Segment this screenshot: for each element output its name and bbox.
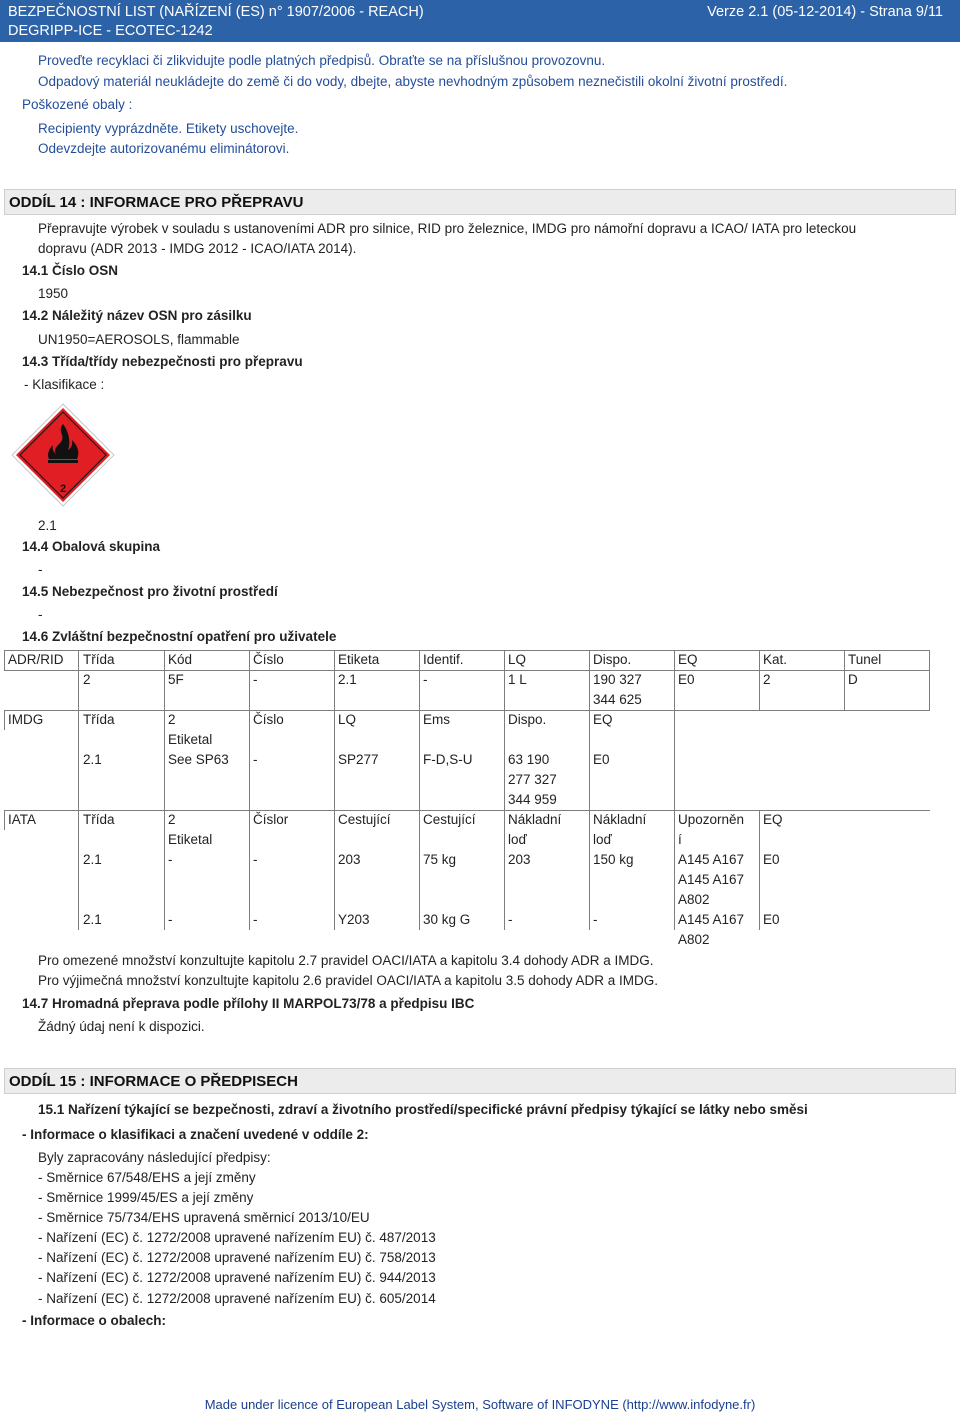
transport-intro-1: Přepravujte výrobek v souladu s ustanoveními ADR pro silnice, RID pro železnice, IMDG pro námořní dopravu a ICAO/ IATA pro leteckou: [38, 221, 857, 236]
table-cell: See SP63: [168, 752, 229, 767]
table-cell: Upozorněn: [678, 812, 745, 827]
transport-intro-2: dopravu (ADR 2013 - IMDG 2012 - ICAO/IATA 2014).: [38, 241, 357, 256]
table-cell: A145 A167: [678, 852, 745, 867]
table-cell: í: [678, 832, 682, 847]
un-number-title: 14.1 Číslo OSN: [22, 263, 119, 278]
table-cell: Cestující: [338, 812, 391, 827]
table-cell: Cestující: [423, 812, 476, 827]
bulk-transport-value: Žádný údaj není k dispozici.: [38, 1019, 205, 1034]
damaged-line-2: Odevzdejte autorizovanému eliminátorovi.: [38, 141, 290, 156]
table-cell: 5F: [168, 672, 184, 687]
table-cell: E0: [763, 852, 780, 867]
regulation-item: - Nařízení (EC) č. 1272/2008 upravené nařízením EU) č. 758/2013: [38, 1250, 436, 1265]
shipping-name-value: UN1950=AEROSOLS, flammable: [38, 332, 240, 347]
table-cell: -: [168, 852, 173, 867]
table-cell: 150 kg: [593, 852, 634, 867]
table-cell: Etiketal: [168, 832, 213, 847]
table-cell: IMDG: [8, 712, 44, 727]
regulation-item: - Směrnice 1999/45/ES a její změny: [38, 1190, 254, 1205]
table-cell: F-D,S-U: [423, 752, 473, 767]
table-cell: 2: [168, 712, 176, 727]
regulation-item: Byly zapracovány následující předpisy:: [38, 1150, 271, 1165]
table-cell: -: [253, 852, 258, 867]
un-number-value: 1950: [38, 286, 69, 301]
table-cell: EQ: [763, 812, 783, 827]
table-cell: Číslor: [253, 812, 289, 827]
table-cell: EQ: [593, 712, 613, 727]
table-cell: -: [593, 912, 598, 927]
document-title: BEZPEČNOSTNÍ LIST (NAŘÍZENÍ (ES) n° 1907/2006 - REACH): [8, 4, 424, 20]
table-cell: Etiketal: [168, 732, 213, 747]
table-cell: Ems: [423, 712, 450, 727]
table-cell: Třída: [83, 652, 115, 667]
table-cell: Třída: [83, 712, 115, 727]
table-cell: -: [253, 752, 258, 767]
table-cell: 2: [83, 672, 91, 687]
damaged-line-1: Recipienty vyprázdněte. Etikety uschovejte.: [38, 121, 299, 136]
table-cell: 2: [168, 812, 176, 827]
table-cell: 344 625: [593, 692, 642, 707]
table-cell: Etiketa: [338, 652, 380, 667]
regulation-item: - Směrnice 67/548/EHS a její změny: [38, 1170, 256, 1185]
environmental-hazard-value: -: [38, 607, 43, 622]
table-cell: EQ: [678, 652, 698, 667]
table-cell: Kat.: [763, 652, 788, 667]
table-cell: 277 327: [508, 772, 557, 787]
table-cell: 2.1: [83, 852, 102, 867]
table-cell: 203: [338, 852, 361, 867]
table-cell: E0: [763, 912, 780, 927]
regulation-title: 15.1 Nařízení týkající se bezpečnosti, zdraví a životního prostředí/specifické právní předpisy týkající se látky nebo směsi: [38, 1102, 808, 1117]
special-precautions-title: 14.6 Zvláštní bezpečnostní opatření pro uživatele: [22, 629, 337, 644]
table-cell: Nákladní: [508, 812, 562, 827]
table-cell: ADR/RID: [8, 652, 64, 667]
table-cell: 63 190: [508, 752, 550, 767]
table-cell: 30 kg G: [423, 912, 471, 927]
table-cell: Číslo: [253, 712, 284, 727]
regulation-item: - Nařízení (EC) č. 1272/2008 upravené nařízením EU) č. 944/2013: [38, 1270, 436, 1285]
table-cell: -: [508, 912, 513, 927]
table-cell: Kód: [168, 652, 193, 667]
table-cell: 203: [508, 852, 531, 867]
table-cell: -: [423, 672, 428, 687]
shipping-name-title: 14.2 Náležitý název OSN pro zásilku: [22, 308, 252, 323]
flame-diamond-icon: [10, 402, 116, 508]
damaged-packaging-title: Poškozené obaly :: [22, 97, 133, 112]
table-cell: 1 L: [508, 672, 527, 687]
table-cell: loď: [593, 832, 612, 847]
table-cell: 75 kg: [423, 852, 457, 867]
table-cell: A802: [678, 932, 710, 947]
table-cell: 2.1: [338, 672, 357, 687]
excepted-quantity-note: Pro výjimečná množství konzultujte kapitolu 2.6 pravidel OACI/IATA a kapitolu 3.5 dohody ADR a IMDG.: [38, 973, 659, 988]
table-cell: LQ: [508, 652, 527, 667]
environmental-hazard-title: 14.5 Nebezpečnost pro životní prostředí: [22, 584, 278, 599]
document-header: [0, 0, 960, 42]
section-14-header: [4, 189, 956, 215]
table-cell: 2.1: [83, 752, 102, 767]
table-cell: D: [848, 672, 858, 687]
product-name: DEGRIPP-ICE - ECOTEC-1242: [8, 23, 213, 39]
section-14-title: ODDÍL 14 : INFORMACE PRO PŘEPRAVU: [9, 194, 304, 211]
table-cell: Číslo: [253, 652, 284, 667]
table-cell: -: [253, 672, 258, 687]
bulk-transport-title: 14.7 Hromadná přeprava podle přílohy II MARPOL73/78 a předpisu IBC: [22, 996, 475, 1011]
intro-line-2: Odpadový materiál neukládejte do země či do vody, dbejte, abyste nevhodným způsobem neznečistili okolní životní prostředí.: [38, 74, 788, 89]
table-cell: 190 327: [593, 672, 642, 687]
hazard-class-value: 2.1: [38, 518, 57, 533]
footer-licence: Made under licence of European Label System, Software of INFODYNE (http://www.infodyne.fr): [204, 1397, 756, 1412]
packing-group-title: 14.4 Obalová skupina: [22, 539, 161, 554]
regulation-item: - Nařízení (EC) č. 1272/2008 upravené nařízením EU) č. 487/2013: [38, 1230, 436, 1245]
table-cell: Identif.: [423, 652, 464, 667]
table-cell: A802: [678, 892, 710, 907]
section-15-header: [4, 1068, 956, 1094]
hazard-class-title: 14.3 Třída/třídy nebezpečnosti pro přepravu: [22, 354, 303, 369]
table-cell: SP277: [338, 752, 379, 767]
limited-quantity-note: Pro omezené množství konzultujte kapitolu 2.7 pravidel OACI/IATA a kapitolu 3.4 dohody ADR a IMDG.: [38, 953, 654, 968]
pictogram-number: 2: [59, 483, 67, 495]
packaging-info-title: - Informace o obalech:: [22, 1313, 167, 1328]
table-cell: Dispo.: [593, 652, 632, 667]
table-cell: A145 A167: [678, 912, 745, 927]
regulation-item: - Nařízení (EC) č. 1272/2008 upravené nařízením EU) č. 605/2014: [38, 1291, 436, 1306]
version-page: Verze 2.1 (05-12-2014) - Strana 9/11: [707, 4, 943, 20]
packing-group-value: -: [38, 562, 43, 577]
table-cell: LQ: [338, 712, 357, 727]
table-cell: Třída: [83, 812, 115, 827]
table-cell: Y203: [338, 912, 370, 927]
table-cell: -: [253, 912, 258, 927]
intro-line-1: Proveďte recyklaci či zlikvidujte podle platných předpisů. Obraťte se na příslušnou provozovnu.: [38, 53, 606, 68]
table-cell: -: [168, 912, 173, 927]
table-cell: E0: [593, 752, 610, 767]
table-cell: 2: [763, 672, 771, 687]
table-cell: 2.1: [83, 912, 102, 927]
classification-label: - Klasifikace :: [24, 377, 105, 392]
table-cell: A145 A167: [678, 872, 745, 887]
table-cell: Dispo.: [508, 712, 547, 727]
table-cell: Nákladní: [593, 812, 647, 827]
table-cell: E0: [678, 672, 695, 687]
table-cell: Tunel: [848, 652, 882, 667]
section-15-title: ODDÍL 15 : INFORMACE O PŘEDPISECH: [9, 1073, 298, 1090]
table-cell: 344 959: [508, 792, 557, 807]
table-cell: loď: [508, 832, 527, 847]
classification-info-title: - Informace o klasifikaci a značení uvedené v oddíle 2:: [22, 1127, 369, 1142]
regulation-item: - Směrnice 75/734/EHS upravená směrnicí 2013/10/EU: [38, 1210, 370, 1225]
table-cell: IATA: [8, 812, 37, 827]
